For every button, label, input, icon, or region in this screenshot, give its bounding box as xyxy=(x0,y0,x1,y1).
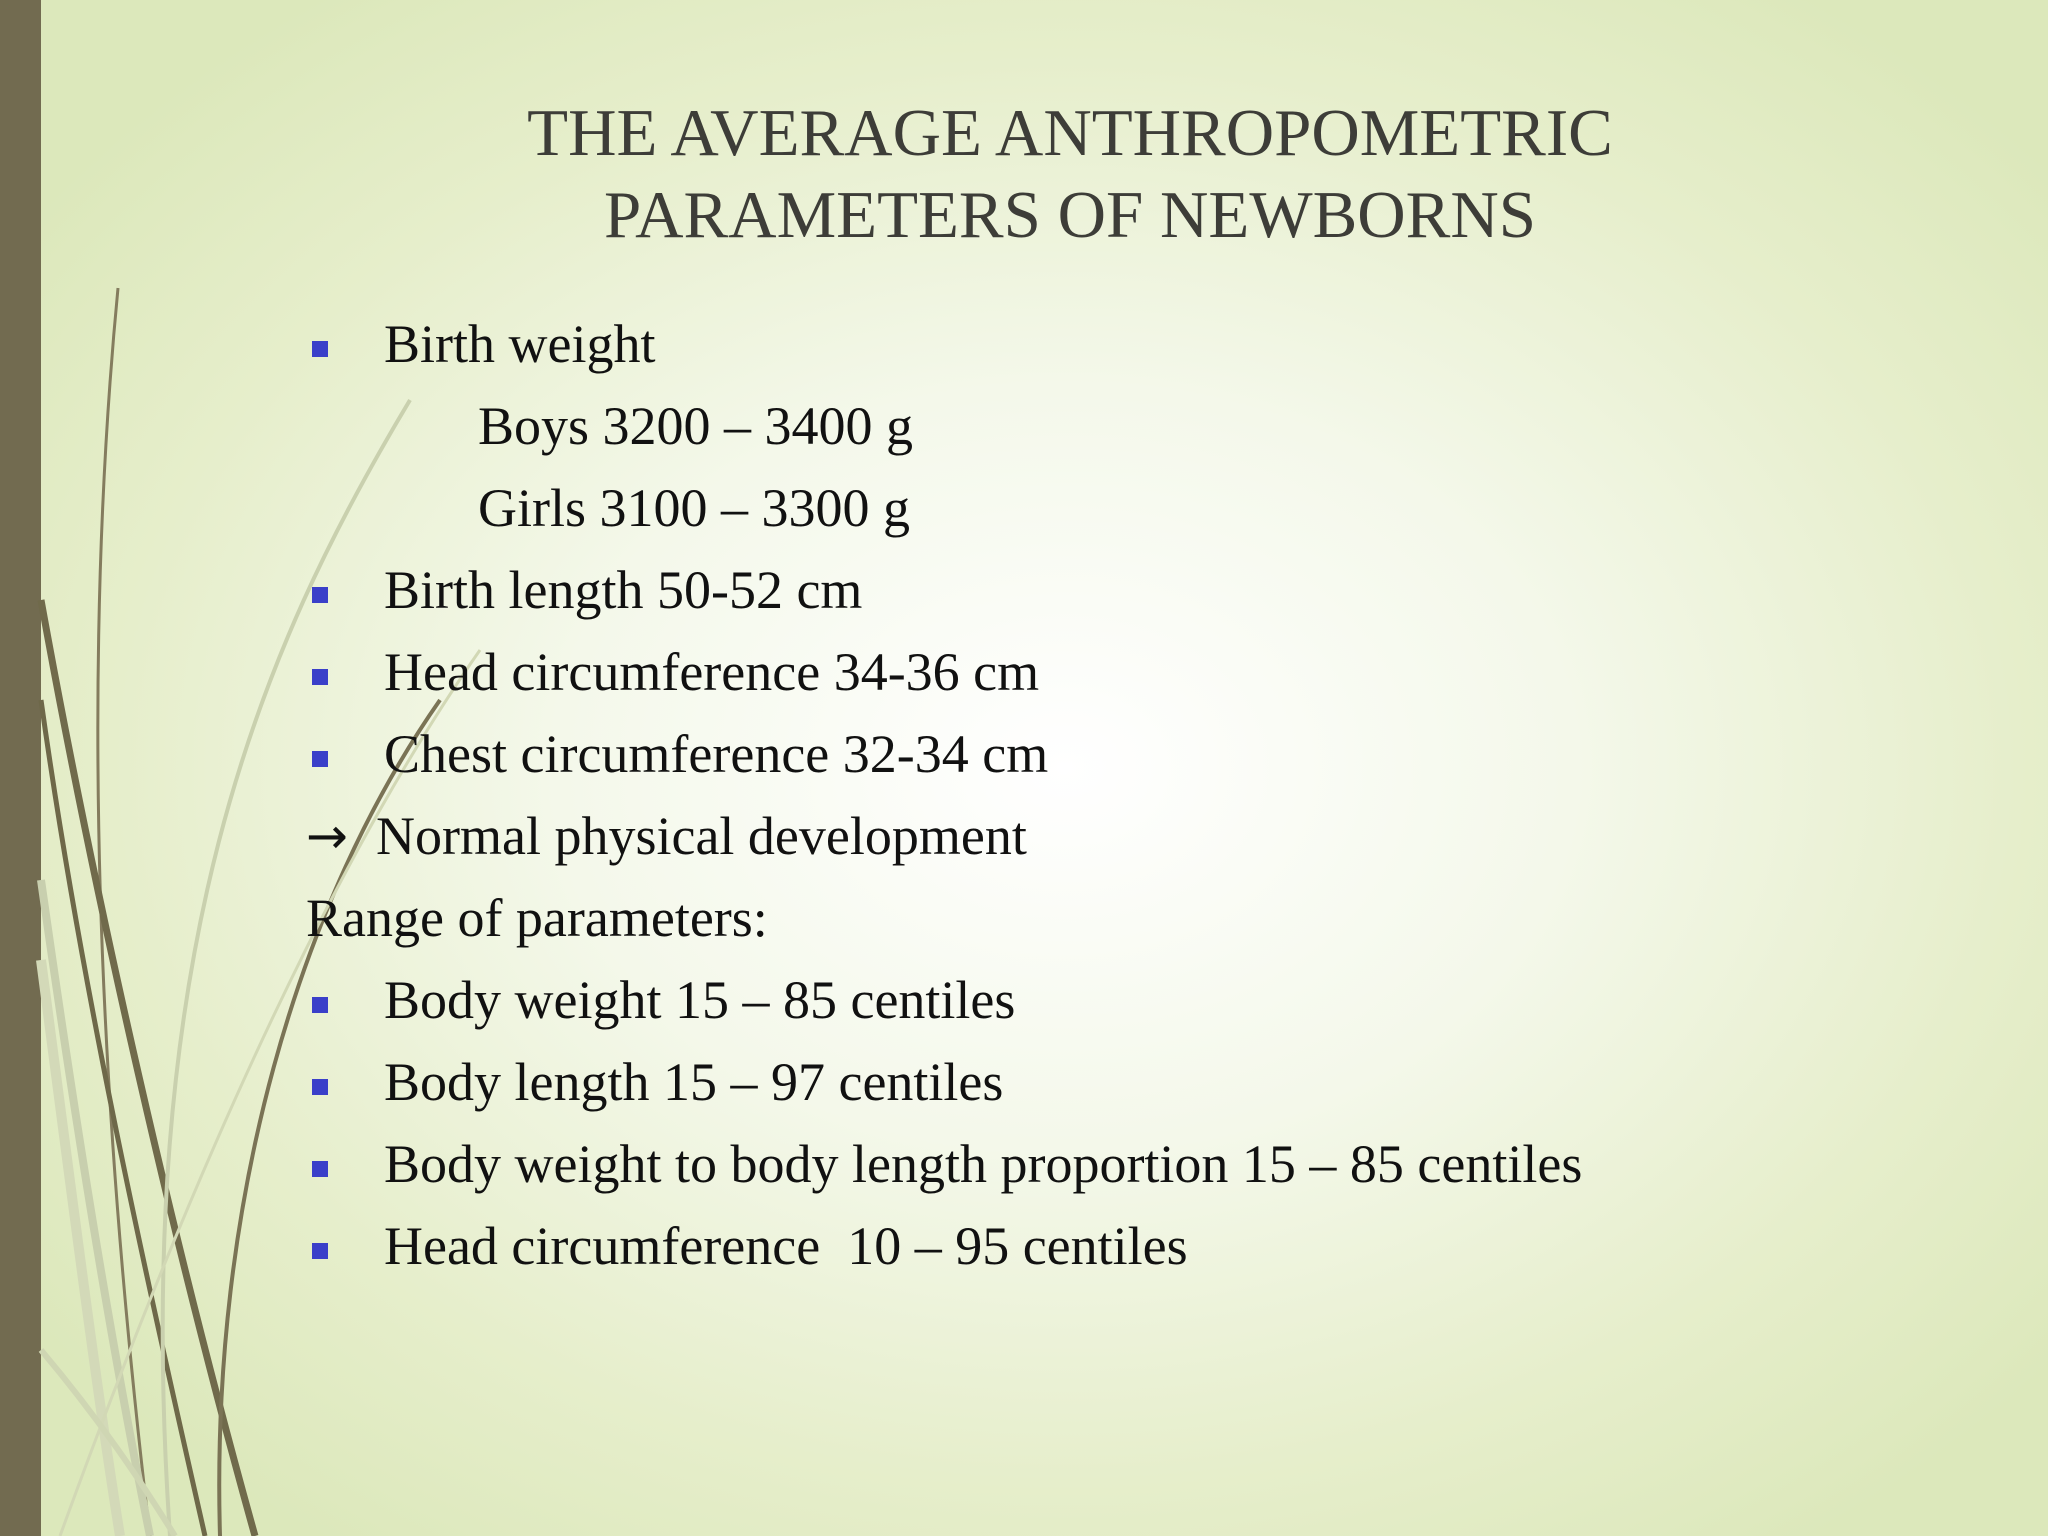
bullet-square-icon xyxy=(312,1161,328,1177)
item-head-circumference-range: Head circumference 10 – 95 centiles xyxy=(384,1216,1188,1276)
bullet-square-icon xyxy=(312,587,328,603)
item-girls-weight: Girls 3100 – 3300 g xyxy=(478,478,910,538)
bullet-square-icon xyxy=(312,341,328,357)
item-birth-weight: Birth weight xyxy=(384,314,656,374)
bullet-square-icon xyxy=(312,669,328,685)
item-head-circumference: Head circumference 34-36 cm xyxy=(384,642,1040,702)
bullet-square-icon xyxy=(312,1243,328,1259)
item-chest-circumference: Chest circumference 32-34 cm xyxy=(384,724,1049,784)
title-line-2: PARAMETERS OF NEWBORNS xyxy=(604,178,1536,252)
item-body-length-range: Body length 15 – 97 centiles xyxy=(384,1052,1004,1112)
item-boys-weight: Boys 3200 – 3400 g xyxy=(478,396,914,456)
range-heading: Range of parameters: xyxy=(306,888,768,948)
title-line-1: THE AVERAGE ANTHROPOMETRIC xyxy=(527,96,1613,170)
bullet-square-icon xyxy=(312,997,328,1013)
right-arrow-icon: → xyxy=(306,807,348,865)
bullet-square-icon xyxy=(312,1079,328,1095)
item-proportion-range: Body weight to body length proportion 15 – 85 centiles xyxy=(384,1134,1583,1194)
item-normal-development: Normal physical development xyxy=(376,806,1027,866)
item-body-weight-range: Body weight 15 – 85 centiles xyxy=(384,970,1016,1030)
bullet-square-icon xyxy=(312,751,328,767)
item-birth-length: Birth length 50-52 cm xyxy=(384,560,863,620)
